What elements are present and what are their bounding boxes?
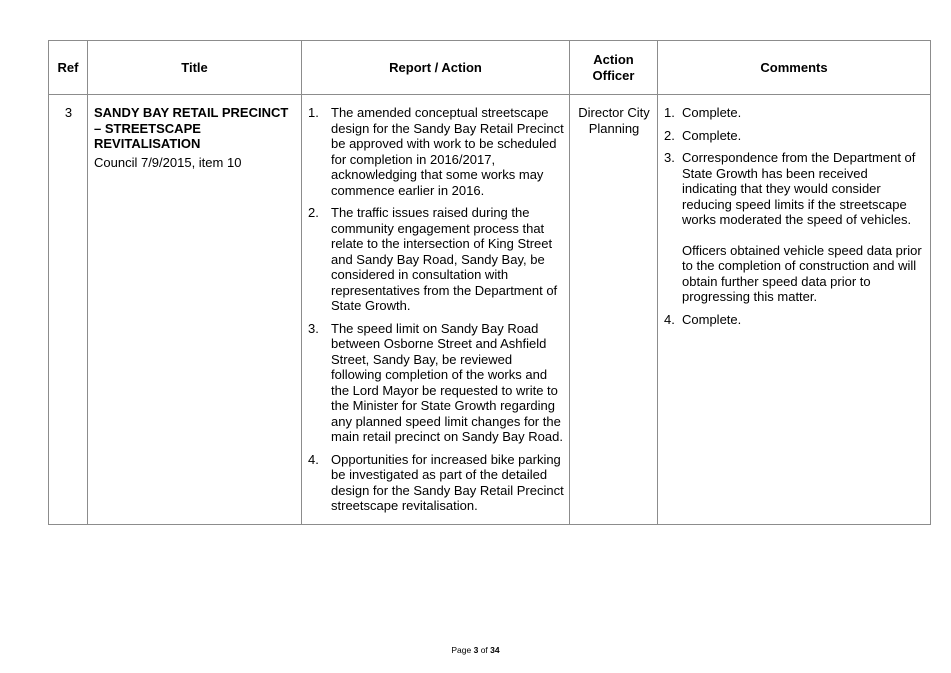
header-row: [49, 41, 931, 95]
page-current: 3: [473, 645, 479, 655]
item-number: 4.: [308, 451, 319, 467]
comments-cell: [658, 95, 931, 525]
ref-cell: 3: [49, 95, 88, 525]
comment-number: 3.: [664, 150, 675, 165]
item-number: 2.: [308, 205, 319, 220]
action-list: [308, 105, 564, 514]
title-cell: [88, 95, 302, 525]
list-item: [664, 312, 925, 328]
item-number: 3.: [308, 320, 319, 336]
header-ref: Ref: [49, 41, 88, 95]
item-text: The amended conceptual streetscape design for the Sandy Bay Retail Precinct be approved with work to be scheduled for completion in 2016/2017, acknowledging that some works may commence earlier in 2016.: [331, 105, 564, 198]
header-report-action: Report / Action: [302, 41, 570, 95]
item-text: The traffic issues raised during the community engagement process that relate to the intersection of King Street and Sandy Bay Road, Sandy Bay, be considered in consultation with representatives from the Department of State Growth.: [331, 205, 558, 313]
comment-number: 2.: [664, 127, 675, 143]
report-table: [48, 40, 931, 525]
page-label: Page: [451, 645, 474, 655]
item-title: SANDY BAY RETAIL PRECINCT – STREETSCAPE REVITALISATION: [94, 105, 289, 151]
comment-text: Complete.: [682, 311, 742, 327]
list-item: [308, 105, 564, 198]
item-council-reference: Council 7/9/2015, item 10: [94, 154, 242, 170]
comment-number: 1.: [664, 105, 675, 120]
list-item: [664, 105, 925, 121]
comment-text: Complete.: [682, 105, 742, 120]
page-total: 34: [490, 645, 500, 655]
report-action-cell: [302, 95, 570, 525]
item-text: Opportunities for increased bike parking be investigated as part of the detailed design for the Sandy Bay Retail Precinct streetscape revitalisation.: [331, 451, 564, 513]
table-row: [49, 95, 931, 525]
header-title: Title: [88, 41, 302, 95]
header-comments: Comments: [658, 41, 931, 95]
list-item: [308, 321, 564, 445]
comment-extra-text: Officers obtained vehicle speed data prior to the completion of construction and will obtain further speed data prior to progressing this matter.: [682, 242, 922, 304]
action-officer-cell: Director City Planning: [570, 95, 658, 525]
comments-list: [664, 105, 925, 327]
list-item: [308, 452, 564, 514]
page-footer: [0, 645, 951, 655]
list-item: [308, 205, 564, 314]
item-text: The speed limit on Sandy Bay Road between Osborne Street and Ashfield Street, Sandy Bay, be reviewed following completion of the works and the Lord Mayor be requested to write to the Minister for State Growth regarding any planned speed limit changes for the main retail precinct on Sandy Bay Road.: [331, 320, 563, 444]
list-item: [664, 150, 925, 305]
comment-number: 4.: [664, 311, 675, 327]
comment-text: Correspondence from the Department of State Growth has been received indicating that they would consider reducing speed limits if the streetscape works moderated the speed of vehicles.: [682, 150, 916, 227]
item-number: 1.: [308, 105, 319, 120]
header-action-officer: Action Officer: [570, 41, 658, 95]
comment-text: Complete.: [682, 127, 742, 143]
page-of-label: of: [478, 645, 491, 655]
list-item: [664, 128, 925, 144]
